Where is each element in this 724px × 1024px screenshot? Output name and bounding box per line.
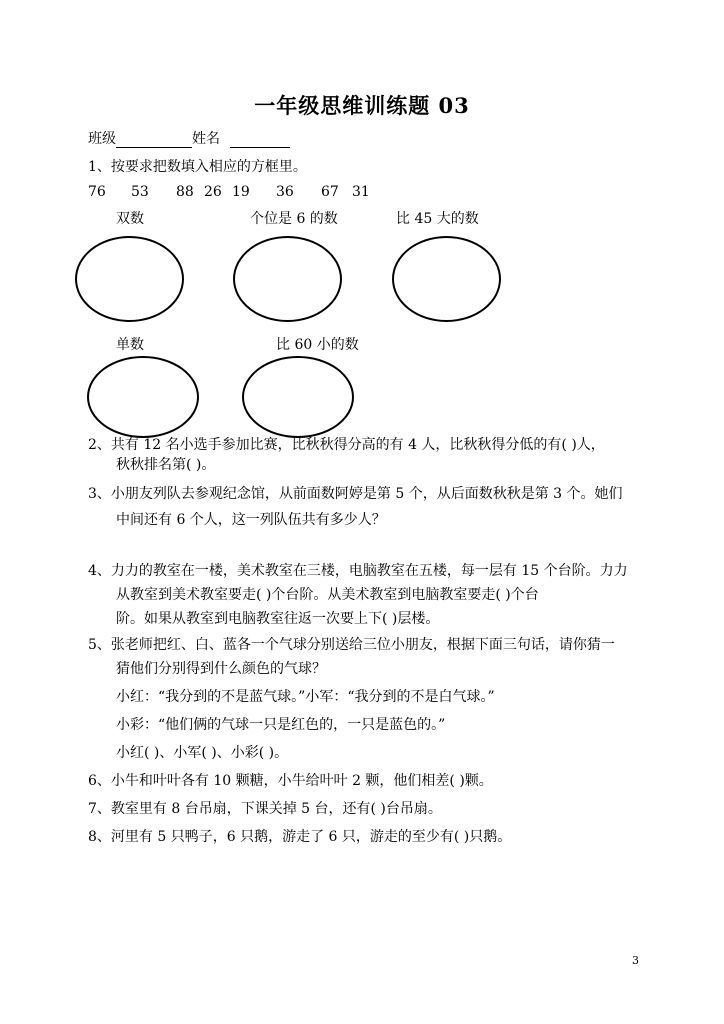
answer-ellipse-odd[interactable] <box>87 356 199 438</box>
q3-line1: 3、小朋友列队去参观纪念馆，从前面数阿婷是第 5 个，从后面数秋秋是第 3 个。她们 <box>88 486 623 502</box>
class-label: 班级 <box>88 131 116 147</box>
answer-ellipse-gt-45[interactable] <box>392 236 501 322</box>
q5-line4: 小彩：“他们俩的气球一只是红色的，一只是蓝色的。” <box>116 717 446 733</box>
q5-line2: 猜他们分别得到什么颜色的气球？ <box>116 661 326 677</box>
number-item: 19 <box>232 184 250 200</box>
number-item: 88 <box>176 184 194 200</box>
q3-line2: 中间还有 6 个人，这一列队伍共有多少人？ <box>116 512 386 528</box>
q4-line2: 从教室到美术教室要走( )个台阶。从美术教室到电脑教室要走( )个台 <box>116 587 539 603</box>
label-even: 双数 <box>116 211 144 227</box>
q7-text: 7、教室里有 8 台吊扇，下课关掉 5 台，还有( )台吊扇。 <box>88 801 442 817</box>
class-blank[interactable] <box>116 131 192 148</box>
name-label: 姓名 <box>192 131 220 147</box>
number-item: 76 <box>88 184 106 200</box>
number-item: 26 <box>204 184 222 200</box>
answer-ellipse-units-6[interactable] <box>233 236 342 322</box>
name-blank[interactable] <box>230 131 290 148</box>
answer-ellipse-lt-60[interactable] <box>242 356 354 438</box>
q5-line5: 小红( )、小军( )、小彩( )。 <box>116 745 289 761</box>
number-item: 53 <box>131 184 149 200</box>
q2-line2: 秋秋排名第( )。 <box>116 457 216 473</box>
q5-line3: 小红：“我分到的不是蓝气球。”小军：“我分到的不是白气球。” <box>116 689 495 705</box>
answer-ellipse-even[interactable] <box>75 236 184 322</box>
q1-text: 1、按要求把数填入相应的方框里。 <box>88 159 307 175</box>
page-number: 3 <box>632 954 639 967</box>
q8-text: 8、河里有 5 只鸭子，6 只鹅，游走了 6 只，游走的至少有( )只鹅。 <box>88 829 512 845</box>
q6-text: 6、小牛和叶叶各有 10 颗糖，小牛给叶叶 2 颗，他们相差( )颗。 <box>88 773 493 789</box>
q4-line1: 4、力力的教室在一楼，美术教室在三楼，电脑教室在五楼，每一层有 15 个台阶。力力 <box>88 563 628 579</box>
number-item: 31 <box>352 184 370 200</box>
page-title: 一年级思维训练题 03 <box>254 93 470 118</box>
label-odd: 单数 <box>116 337 144 353</box>
label-gt-45: 比 45 大的数 <box>396 211 479 227</box>
q2-line1: 2、共有 12 名小选手参加比赛，比秋秋得分高的有 4 人，比秋秋得分低的有( )人， <box>88 437 605 453</box>
class-name-line <box>88 128 290 148</box>
q4-line3: 阶。如果从教室到电脑教室往返一次要上下( )层楼。 <box>116 611 440 627</box>
label-units-6: 个位是 6 的数 <box>250 211 338 227</box>
q5-line1: 5、张老师把红、白、蓝各一个气球分别送给三位小朋友，根据下面三句话，请你猜一 <box>88 637 615 653</box>
number-item: 67 <box>321 184 339 200</box>
label-lt-60: 比 60 小的数 <box>276 337 359 353</box>
number-item: 36 <box>276 184 294 200</box>
